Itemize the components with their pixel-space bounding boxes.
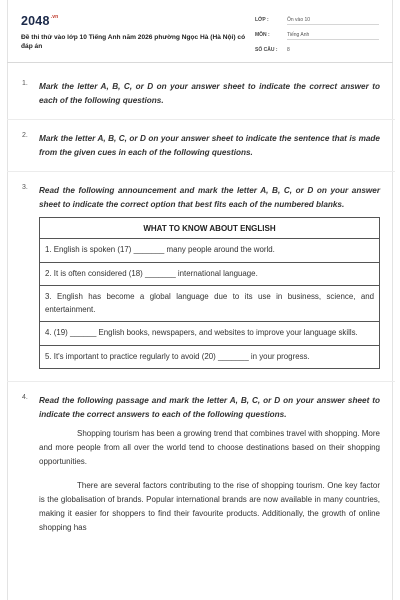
question-4 [22, 394, 380, 535]
announcement-box [39, 217, 380, 369]
site-logo[interactable] [21, 14, 58, 28]
meta-divider [287, 24, 379, 25]
announcement-item: 5. It's important to practice regularly to avoid (20) _______ in your progress. [45, 351, 310, 361]
logo-text: 2048 [21, 14, 50, 28]
meta-class-value: Ôn vào 10 [287, 17, 311, 23]
meta-divider [287, 39, 379, 40]
announcement-item: 3. English has become a global language due to its use in business, science, and entertainment. [40, 286, 379, 322]
question-1 [22, 80, 380, 107]
divider [7, 119, 395, 120]
divider [7, 381, 395, 382]
question-instruction: Mark the letter A, B, C, or D on your answer sheet to indicate the sentence that is made from the given cues in each of the following questions. [39, 134, 380, 157]
question-number: 4. [22, 394, 28, 401]
meta-subject-label: MÔN : [255, 32, 270, 38]
meta-count-value: 8 [287, 47, 290, 53]
announcement-title: WHAT TO KNOW ABOUT ENGLISH [40, 218, 379, 239]
passage-paragraph: Shopping tourism has been a growing trend that combines travel with shopping. More and more people from all over the world tend to choose destinations based on their shopping opportunities. [39, 429, 380, 467]
logo-suffix: .vn [50, 14, 59, 20]
announcement-item: 2. It is often considered (18) _______ international language. [40, 263, 379, 287]
announcement-item: 4. (19) ______ English books, newspapers, and websites to improve your language skills. [40, 322, 379, 346]
question-instruction: Read the following passage and mark the letter A, B, C, or D on your answer sheet to indicate the correct answers to each of the following questions. [39, 396, 380, 419]
exam-content [22, 80, 380, 535]
meta-class-label: LỚP : [255, 17, 269, 23]
announcement-item: 1. English is spoken (17) _______ many people around the world. [40, 239, 379, 263]
question-2 [22, 132, 380, 159]
meta-subject-value: Tiếng Anh [287, 32, 310, 38]
question-instruction: Mark the letter A, B, C, or D on your answer sheet to indicate the correct answer to each of the following questions. [39, 82, 380, 105]
question-number: 2. [22, 132, 28, 139]
divider [7, 171, 395, 172]
question-instruction: Read the following announcement and mark the letter A, B, C, or D on your answer sheet to indicate the correct option that best fits each of the numbered blanks. [39, 186, 380, 209]
exam-title: Đề thi thử vào lớp 10 Tiếng Anh năm 2026 phường Ngọc Hà (Hà Nội) có đáp án [21, 34, 246, 50]
exam-header [7, 0, 393, 63]
passage-paragraph: There are several factors contributing to the rise of shopping tourism. One key factor is the globalisation of brands. Popular international brands are now available in many countries, making it easier for shoppers to find their favourite products. Additionally, the growth of online shopping has [39, 480, 380, 533]
meta-count-label: SỐ CÂU : [255, 47, 278, 53]
question-3 [22, 184, 380, 369]
question-number: 1. [22, 80, 28, 87]
question-number: 3. [22, 184, 28, 191]
